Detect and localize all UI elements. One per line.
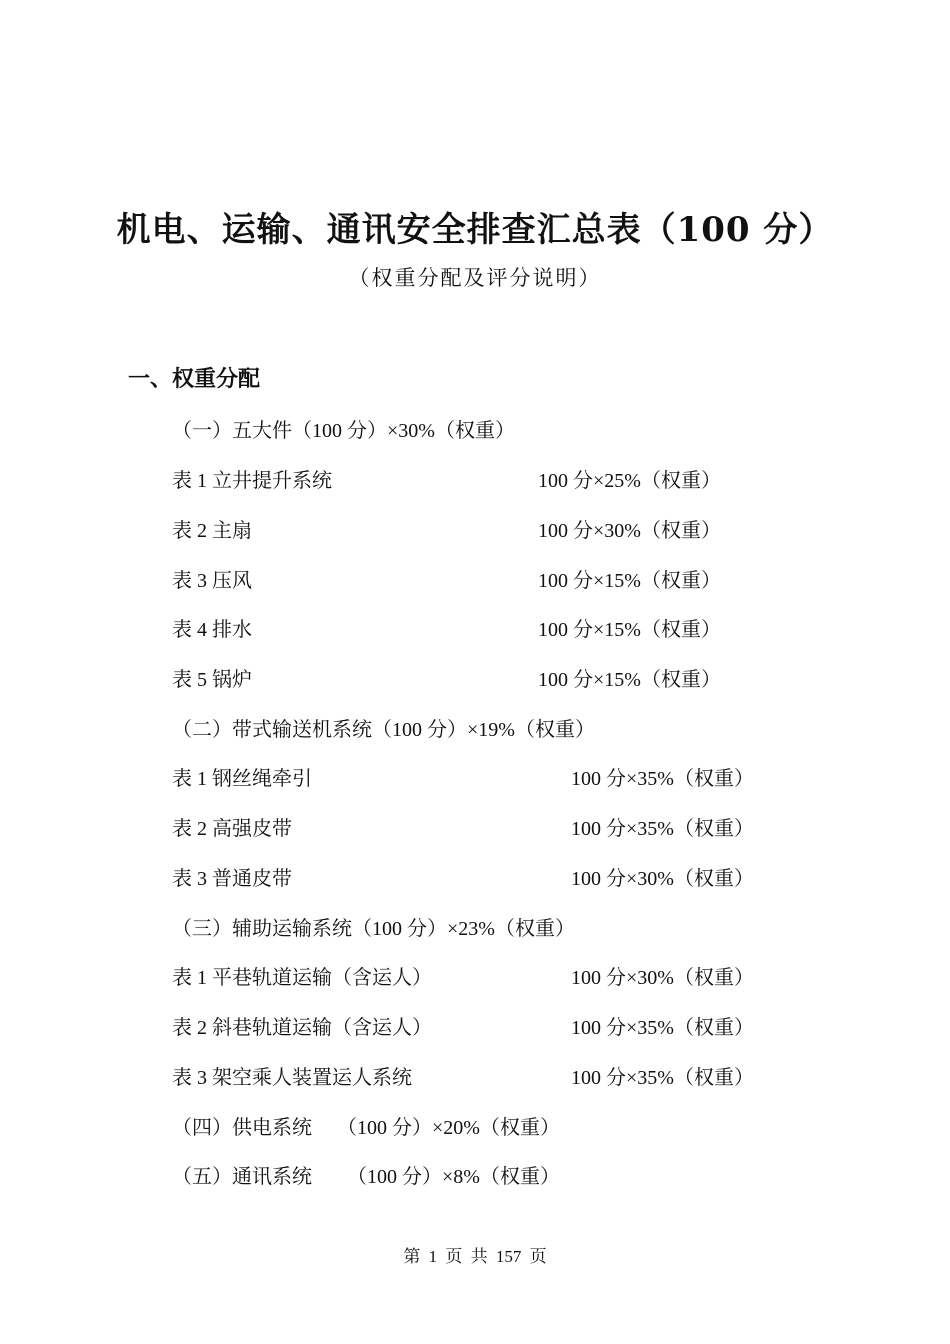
- row-weight: 100 分×15%（权重）: [538, 570, 721, 592]
- row-weight: 100 分×25%（权重）: [538, 470, 721, 492]
- row-label: 表 2 高强皮带: [172, 818, 292, 840]
- row-weight: 100 分×35%（权重）: [571, 1067, 754, 1089]
- row-label: 表 3 压风: [172, 570, 252, 592]
- row-label: 表 3 架空乘人装置运人系统: [172, 1067, 412, 1089]
- group-label-2: （二）带式输送机系统（100 分）×19%（权重）: [172, 719, 595, 741]
- page-indicator: 第 1 页 共 157 页: [403, 1247, 547, 1266]
- group-label-3: （三）辅助运输系统（100 分）×23%（权重）: [172, 918, 575, 940]
- document-subtitle: （权重分配及评分说明）: [348, 266, 602, 290]
- row-weight: 100 分×30%（权重）: [538, 520, 721, 542]
- row-label: 表 2 斜巷轨道运输（含运人）: [172, 1017, 432, 1039]
- row-label: 表 3 普通皮带: [172, 868, 292, 890]
- row-weight: 100 分×15%（权重）: [538, 669, 721, 691]
- row-label: 表 2 主扇: [172, 520, 252, 542]
- group-label-4: （四）供电系统 （100 分）×20%（权重）: [172, 1117, 560, 1139]
- row-weight: 100 分×30%（权重）: [571, 868, 754, 890]
- row-label: 表 4 排水: [172, 619, 252, 641]
- group-label-5: （五）通讯系统 （100 分）×8%（权重）: [172, 1166, 560, 1188]
- row-weight: 100 分×30%（权重）: [571, 967, 754, 989]
- row-label: 表 1 平巷轨道运输（含运人）: [172, 967, 432, 989]
- row-weight: 100 分×35%（权重）: [571, 818, 754, 840]
- row-label: 表 1 立井提升系统: [172, 470, 332, 492]
- row-weight: 100 分×15%（权重）: [538, 619, 721, 641]
- section-heading: 一、权重分配: [128, 367, 261, 392]
- row-weight: 100 分×35%（权重）: [571, 768, 754, 790]
- row-weight: 100 分×35%（权重）: [571, 1017, 754, 1039]
- group-label-1: （一）五大件（100 分）×30%（权重）: [172, 420, 515, 442]
- row-label: 表 1 钢丝绳牵引: [172, 768, 312, 790]
- row-label: 表 5 锅炉: [172, 669, 252, 691]
- document-title: 机电、运输、通讯安全排查汇总表（100 分）: [116, 210, 834, 250]
